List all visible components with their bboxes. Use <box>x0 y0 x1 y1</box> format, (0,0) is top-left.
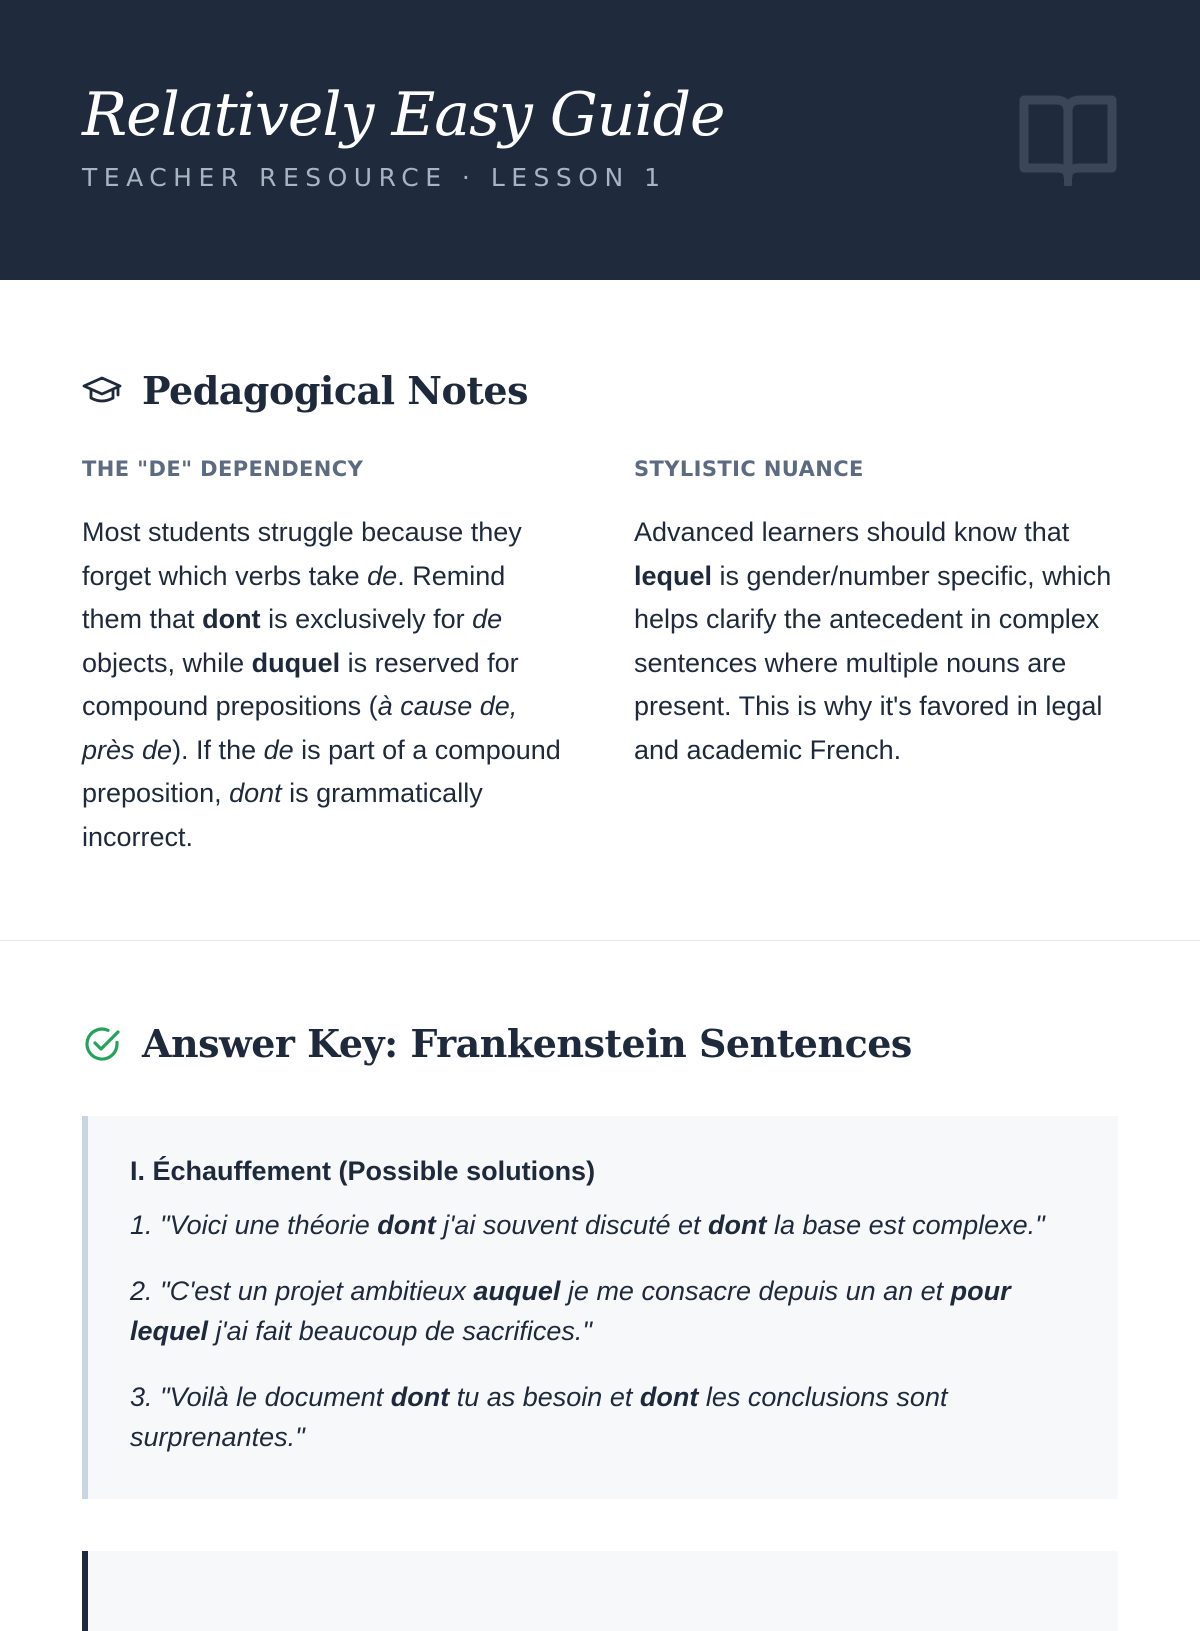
answer-key-heading <box>82 1021 1118 1066</box>
graduation-cap-icon <box>82 371 122 411</box>
answer-item: 3. "Voilà le document dont tu as besoin et dont les conclusions sont surprenantes." <box>130 1382 948 1452</box>
emphasis-italic: de <box>263 734 294 765</box>
section-title: Answer Key: Frankenstein Sentences <box>142 1021 912 1066</box>
book-icon <box>1018 94 1118 186</box>
pedagogical-notes-heading <box>82 368 1118 413</box>
emphasis-bold: dont <box>390 1382 450 1412</box>
answer-key-section <box>0 941 1200 1631</box>
answer-item: 2. "C'est un projet ambitieux auquel je me consacre depuis un an et pour lequel j'ai fait beaucoup de sacrifices." <box>130 1276 1011 1346</box>
emphasis-italic: de <box>472 604 503 634</box>
pedagogical-notes-section <box>0 280 1200 940</box>
note-column-de-dependency <box>82 457 562 859</box>
emphasis-italic: à cause de, près de <box>82 691 518 765</box>
answer-key-box <box>82 1116 1118 1499</box>
emphasis-bold: dont <box>202 604 261 634</box>
note-column-text: Most students struggle because they forget which verbs take de. Remind them that dont is exclusively for de objects, while duquel is reserved for compound prepositions (à cause de, près de). If the de is part of a compound preposition, dont is grammatically incorrect. <box>82 517 561 852</box>
notes-columns <box>82 457 1118 859</box>
page-subtitle: TEACHER RESOURCE · LESSON 1 <box>82 163 667 192</box>
emphasis-italic: dont <box>229 778 282 808</box>
emphasis-bold: pour lequel <box>130 1276 1011 1346</box>
note-column-text: Advanced learners should know that lequel is gender/number specific, which helps clarify the antecedent in complex sentences where multiple nouns are present. This is why it's favored in legal and academic French. <box>634 517 1112 765</box>
answer-key-box-title: I. Échauffement (Possible solutions) <box>130 1156 596 1186</box>
note-column-title: THE "DE" DEPENDENCY <box>82 457 364 481</box>
note-column-title: STYLISTIC NUANCE <box>634 457 864 481</box>
page-header <box>0 0 1200 280</box>
emphasis-bold: dont <box>639 1382 699 1412</box>
check-circle-icon <box>82 1024 122 1064</box>
answer-item: 1. "Voici une théorie dont j'ai souvent discuté et dont la base est complexe." <box>130 1210 1045 1240</box>
emphasis-bold: lequel <box>634 560 713 591</box>
page-title: Relatively Easy Guide <box>82 80 725 150</box>
next-answer-box <box>82 1551 1118 1631</box>
note-column-stylistic-nuance <box>634 457 1114 859</box>
emphasis-italic: de <box>367 560 398 591</box>
emphasis-bold: duquel <box>251 647 341 678</box>
emphasis-bold: auquel <box>473 1276 561 1306</box>
emphasis-bold: dont <box>377 1210 436 1240</box>
section-title: Pedagogical Notes <box>142 368 528 413</box>
emphasis-bold: dont <box>708 1210 767 1240</box>
